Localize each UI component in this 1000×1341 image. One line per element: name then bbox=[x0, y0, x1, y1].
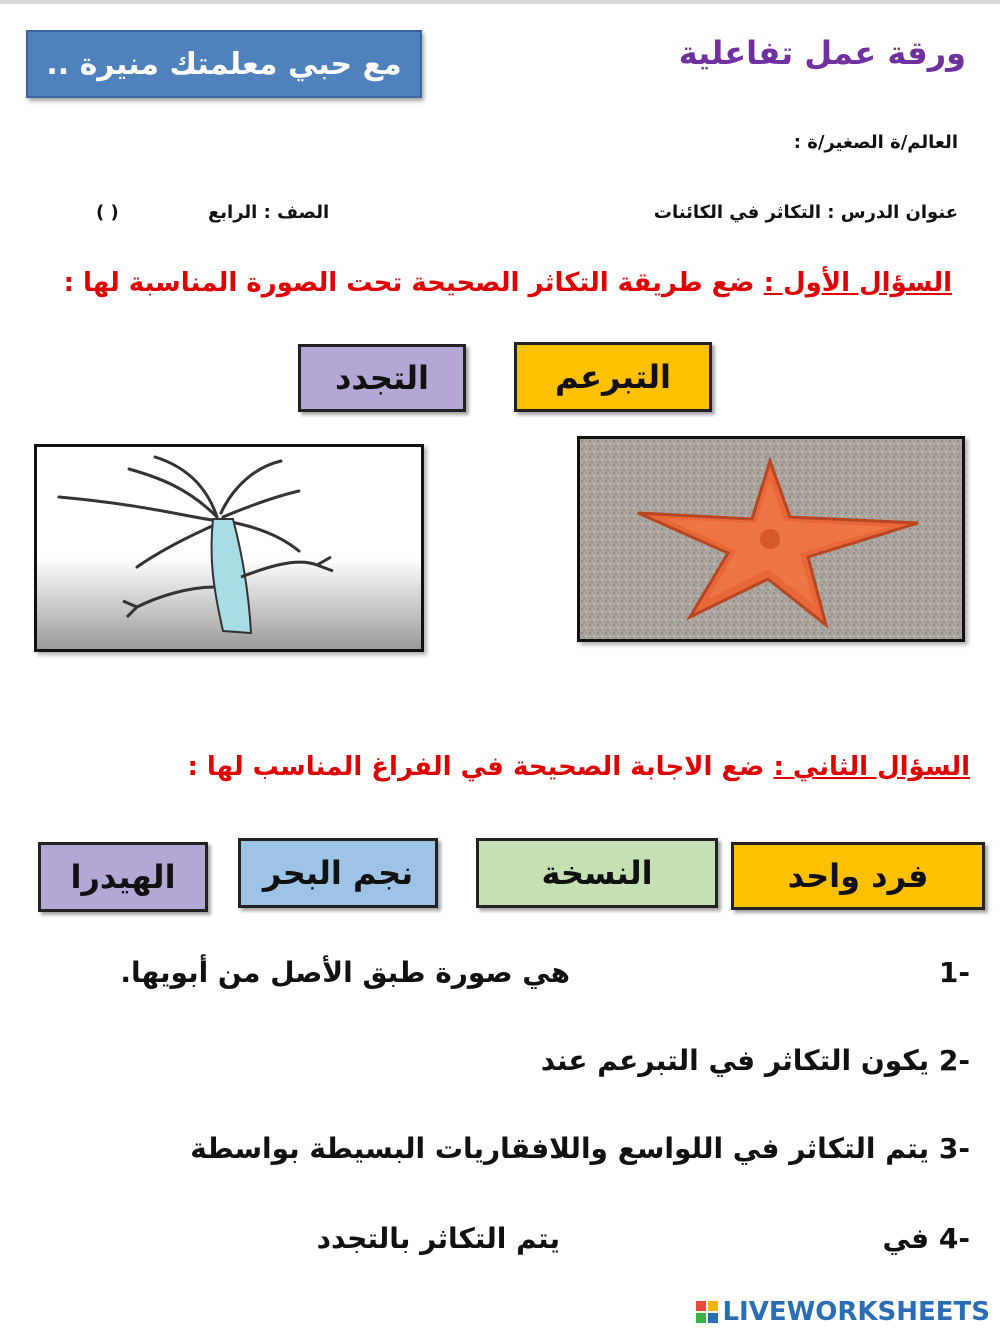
option-copy[interactable] bbox=[476, 838, 718, 908]
item-4-text bbox=[882, 1222, 970, 1255]
liveworksheets-brand bbox=[696, 1297, 990, 1327]
question-2-heading bbox=[187, 752, 970, 782]
item-1-text: هي صورة طبق الأصل من أبويها. bbox=[120, 956, 570, 989]
option-copy-label: النسخة bbox=[541, 854, 653, 892]
option-regeneration[interactable] bbox=[298, 344, 466, 412]
question-1-text: ضع طريقة التكاثر الصحيحة تحت الصورة المناسبة لها : bbox=[63, 268, 755, 298]
item-2-number: -2 bbox=[938, 1044, 970, 1077]
lesson-title: عنوان الدرس : التكاثر في الكائنات bbox=[653, 202, 958, 223]
item-3-sentence: يتم التكاثر في اللواسع واللافقاريات البسيطة بواسطة bbox=[190, 1132, 930, 1165]
option-regeneration-label: التجدد bbox=[335, 359, 430, 397]
grade-label: الصف : الرابع bbox=[208, 202, 330, 223]
starfish-image bbox=[577, 436, 965, 642]
top-border bbox=[0, 0, 1000, 4]
option-single-parent[interactable] bbox=[731, 842, 985, 910]
teacher-greeting-banner bbox=[26, 30, 422, 98]
item-4-sentence: في bbox=[882, 1222, 930, 1255]
option-starfish-label: نجم البحر bbox=[262, 854, 414, 892]
brand-name: LIVEWORKSHEETS bbox=[722, 1297, 990, 1327]
question-2-label: السؤال الثاني : bbox=[773, 752, 970, 782]
hydra-icon bbox=[37, 447, 421, 649]
item-2-sentence: يكون التكاثر في التبرعم عند bbox=[540, 1044, 930, 1077]
greeting-text: مع حبي معلمتك منيرة .. bbox=[46, 46, 402, 82]
item-4-sentence-2: يتم التكاثر بالتجدد bbox=[316, 1222, 560, 1255]
option-starfish[interactable] bbox=[238, 838, 438, 908]
option-hydra[interactable] bbox=[38, 842, 208, 912]
item-4-number: -4 bbox=[938, 1222, 970, 1255]
item-3-number: -3 bbox=[938, 1132, 970, 1165]
option-budding-label: التبرعم bbox=[555, 358, 671, 396]
hydra-image bbox=[34, 444, 424, 652]
starfish-icon bbox=[580, 439, 962, 639]
question-1-heading bbox=[64, 268, 952, 298]
option-single-parent-label: فرد واحد bbox=[787, 857, 929, 895]
item-2-text bbox=[541, 1044, 970, 1077]
option-budding[interactable] bbox=[514, 342, 712, 412]
item-1-number: -1 bbox=[938, 956, 970, 989]
option-hydra-label: الهيدرا bbox=[70, 858, 176, 896]
liveworksheets-logo-icon bbox=[696, 1301, 718, 1323]
question-1-label: السؤال الأول : bbox=[763, 268, 952, 298]
item-3-text bbox=[190, 1132, 970, 1165]
worksheet-title: ورقة عمل تفاعلية bbox=[678, 34, 966, 72]
grade-blank: ( ) bbox=[96, 202, 119, 223]
student-name-label: العالم/ة الصغير/ة : bbox=[793, 132, 958, 153]
question-2-text: ضع الاجابة الصحيحة في الفراغ المناسب لها : bbox=[187, 752, 765, 782]
